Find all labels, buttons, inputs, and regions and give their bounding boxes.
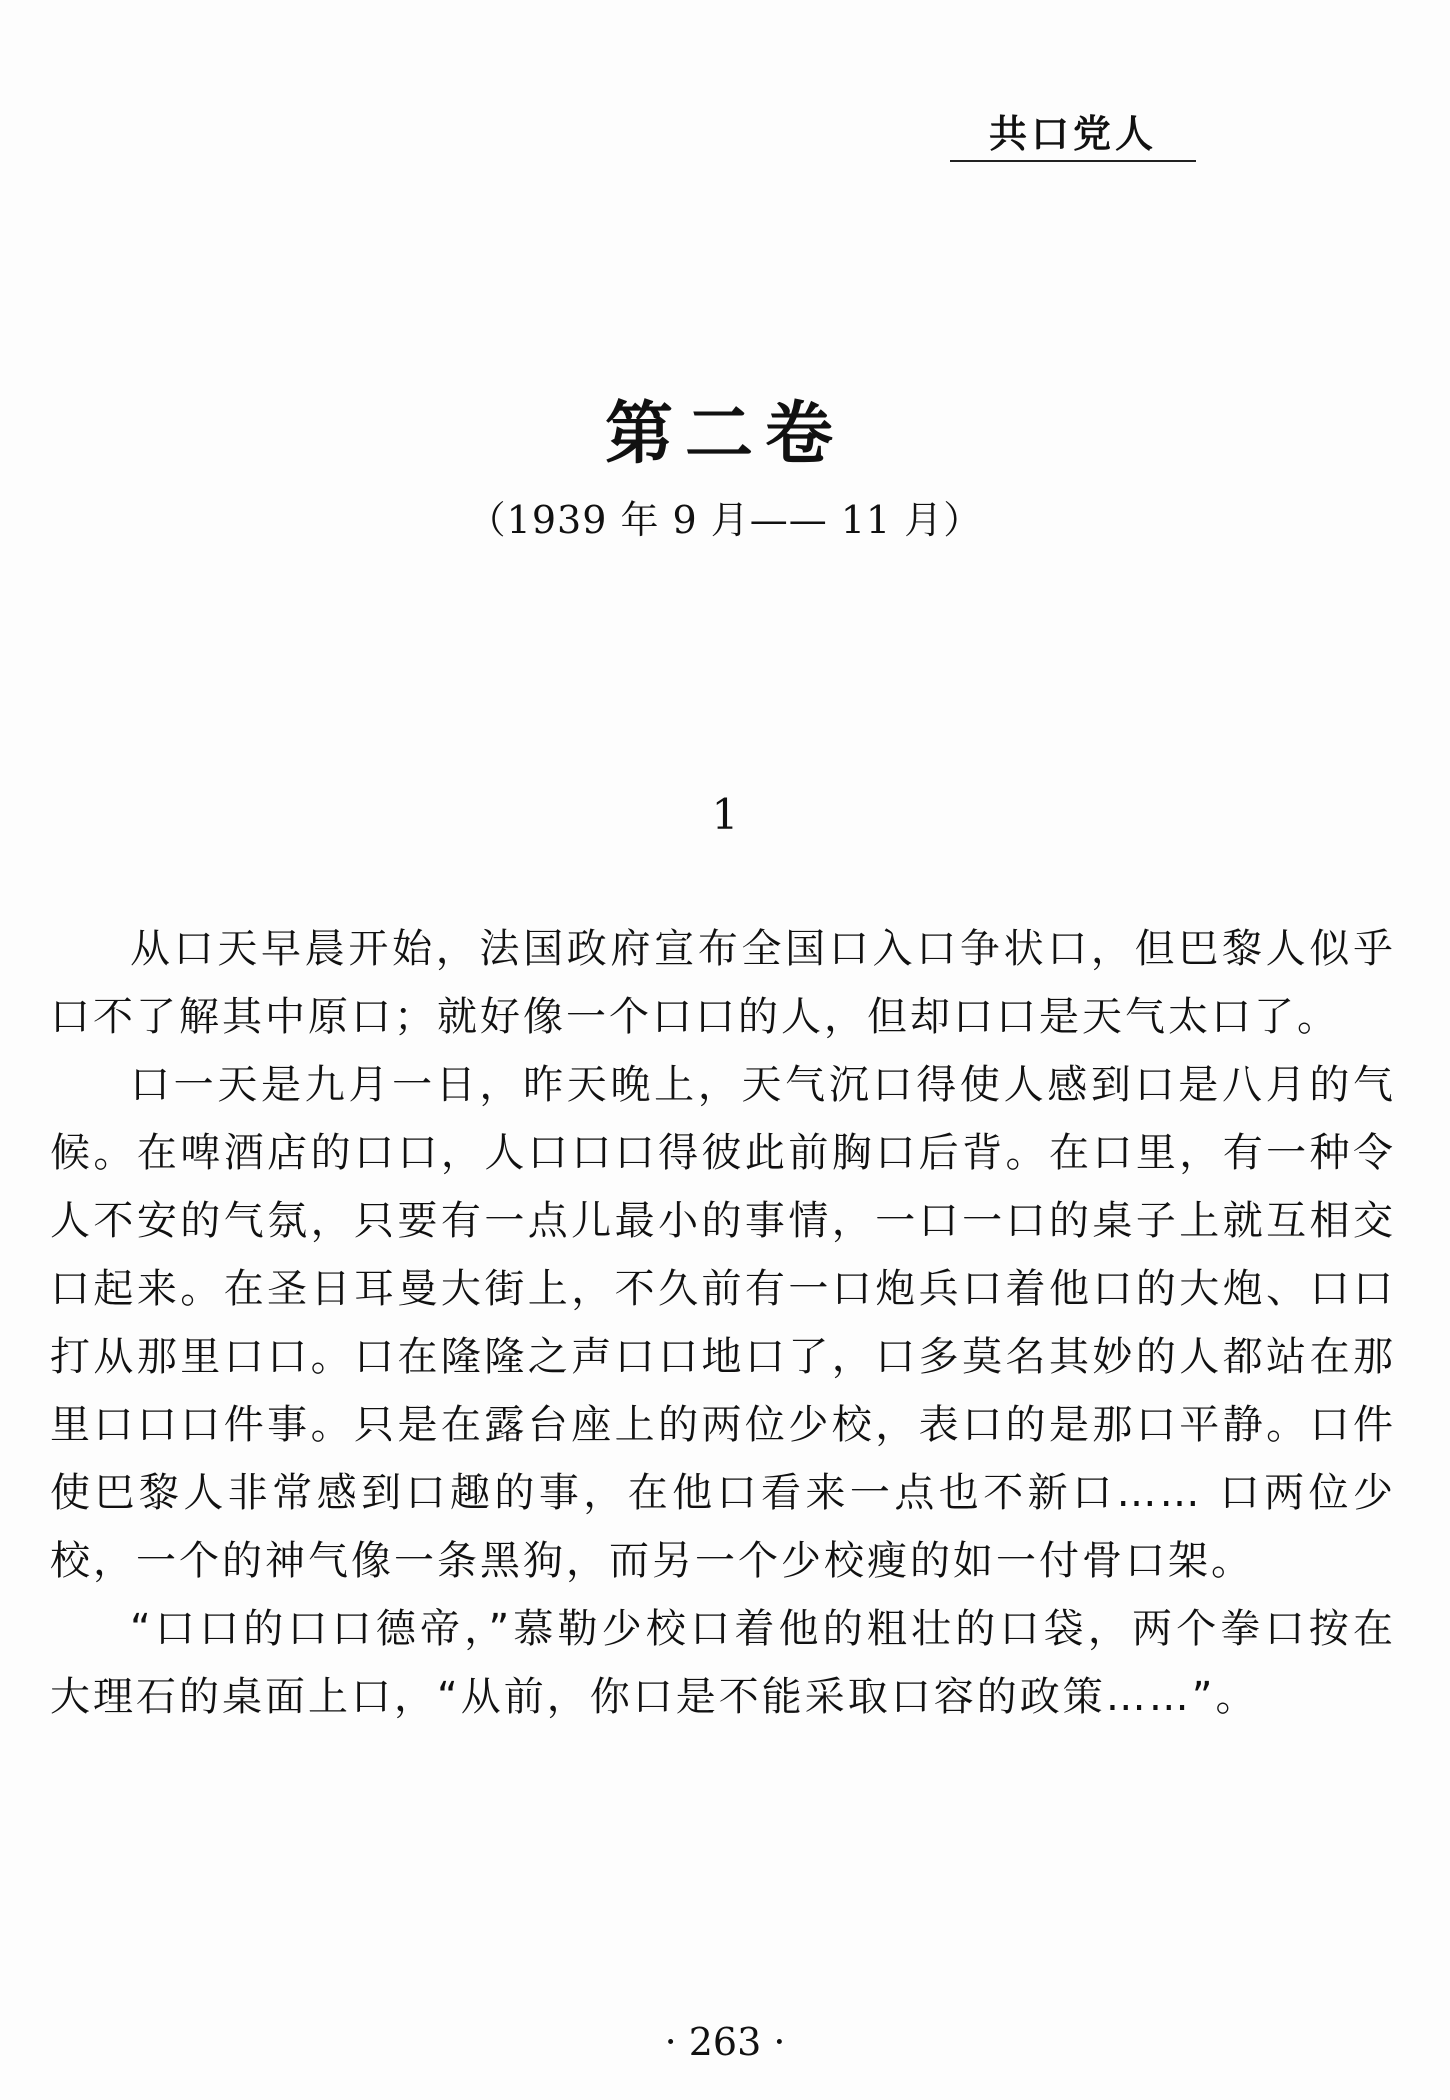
header-underline xyxy=(950,160,1196,162)
section-number: 1 xyxy=(711,790,739,839)
body-text xyxy=(50,915,1396,1731)
paragraph: 从口天早晨开始，法国政府宣布全国口入口争状口，但巴黎人似乎口不了解其中原口；就好像一个口口的人，但却口口是天气太口了。 xyxy=(50,926,1396,1040)
running-header-title: 共口党人 xyxy=(988,112,1157,156)
paragraph: 口一天是九月一日，昨天晚上，天气沉口得使人感到口是八月的气候。在啤酒店的口口，人口口口得彼此前胸口后背。在口里，有一种令人不安的气氛，只要有一点儿最小的事情，一口一口的桌子上就互相交口起来。在圣日耳曼大街上，不久前有一口炮兵口着他口的大炮、口口打从那里口口。口在隆隆之声口口地口了，口多莫名其妙的人都站在那里口口口件事。只是在露台座上的两位少校，表口的是那口平静。口件使巴黎人非常感到口趣的事，在他口看来一点也不新口…… 口两位少校，一个的神气像一条黑狗，而另一个少校瘦的如一付骨口架。 xyxy=(50,1062,1396,1584)
page-number: · 263 · xyxy=(664,2020,786,2064)
volume-date-range: （1939 年 9 月—— 11 月） xyxy=(467,498,983,542)
volume-title: 第二卷 xyxy=(604,395,845,474)
paragraph: “口口的口口德帝，”慕勒少校口着他的粗壮的口袋，两个拳口按在大理石的桌面上口，“从前，你口是不能采取口容的政策……”。 xyxy=(50,1606,1396,1720)
